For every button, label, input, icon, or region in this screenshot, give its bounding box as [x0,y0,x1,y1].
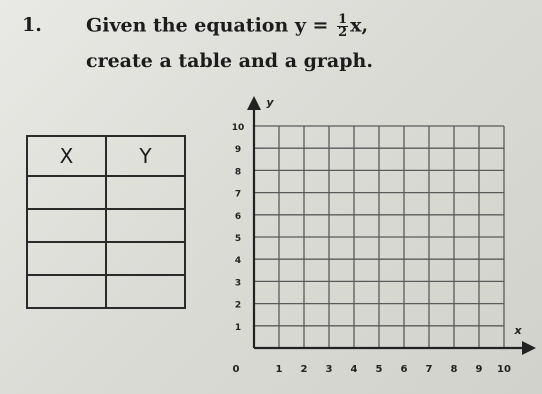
x-axis-arrow-icon [522,341,536,355]
prompt-text: Given the equation [86,14,295,37]
y-tick-label: 8 [234,167,242,178]
x-tick-label: 2 [300,364,308,375]
table-header-x: X [27,136,106,176]
x-tick-label: 1 [275,364,283,375]
y-tick-label: 7 [234,189,242,200]
y-axis-label: y [266,96,274,109]
x-tick-label: 8 [450,364,458,375]
y-axis-arrow-icon [247,96,261,110]
x-tick-label: 5 [375,364,383,375]
x-tick-label: 10 [497,364,511,375]
y-tick-label: 10 [231,123,245,133]
x-tick-label: 3 [325,364,333,375]
x-tick-label: 9 [475,364,483,375]
x-tick-label: 6 [400,364,408,375]
question-number: 1. [22,14,42,36]
question-prompt-line2: create a table and a graph. [86,50,373,72]
x-tick-label: 7 [425,364,433,375]
y-tick-label: 3 [234,278,242,289]
y-tick-label: 4 [234,256,242,267]
fraction-numerator: 1 [338,12,348,27]
table-header-y: Y [106,136,185,176]
graph-axes [247,96,536,355]
origin-label: 0 [232,364,240,375]
equation-lhs: y = [294,14,336,37]
y-tick-label: 9 [234,145,242,156]
y-tick-label: 5 [234,234,242,244]
y-tick-label: 1 [234,322,242,333]
y-tick-label: 6 [234,211,242,222]
y-tick-label: 2 [234,300,242,311]
equation-rhs: x, [350,14,369,37]
fraction-denominator: 2 [338,25,348,40]
x-axis-label: x [514,324,522,337]
graph-grid [254,126,504,348]
x-tick-label: 4 [350,364,358,375]
